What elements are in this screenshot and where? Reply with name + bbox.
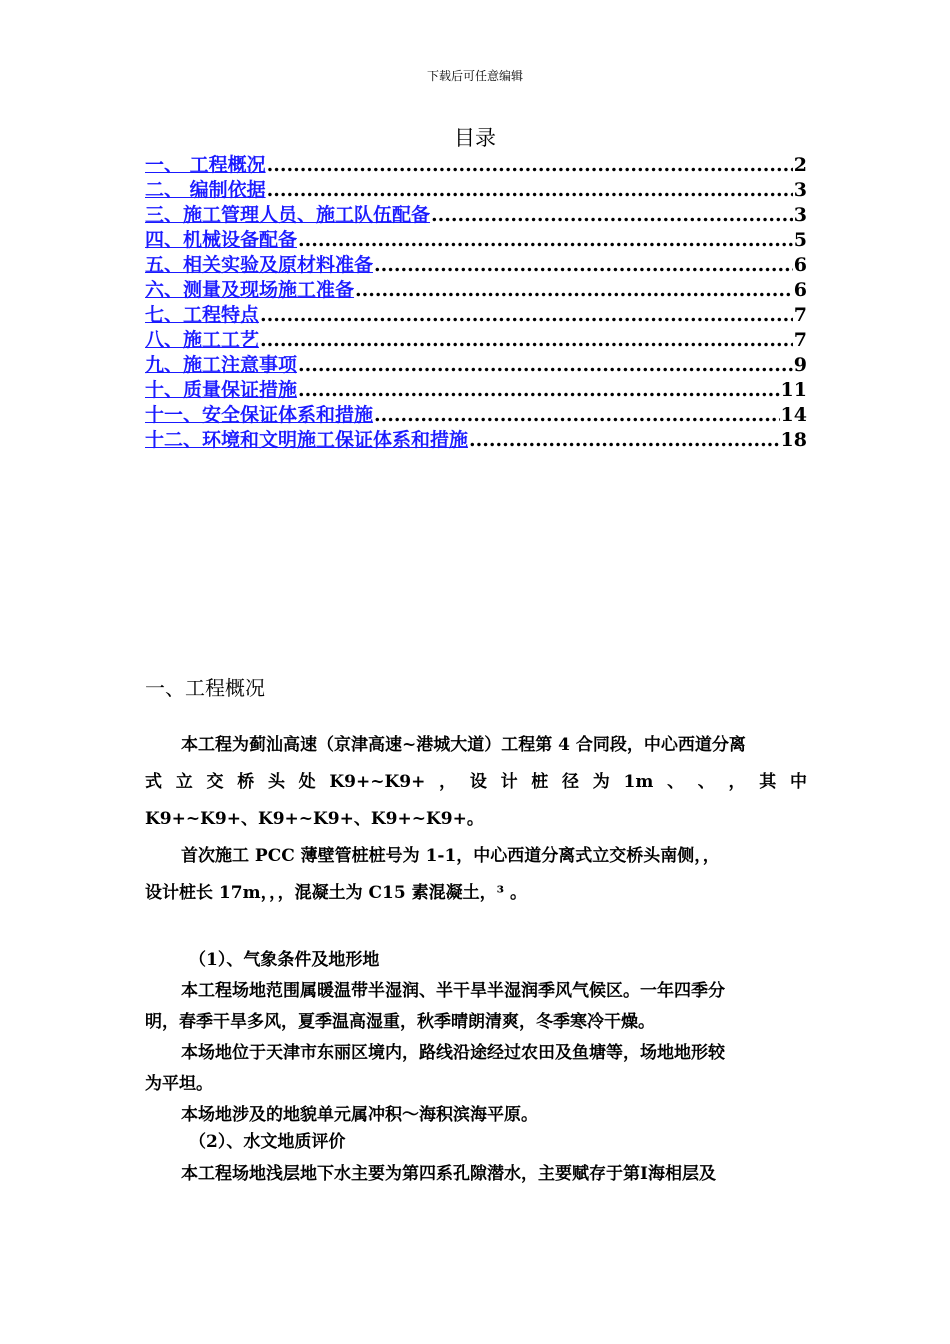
toc-link[interactable]: 十、质量保证措施 xyxy=(145,379,298,401)
paragraph-line: 本工程为蓟汕高速（京津高速~港城大道）工程第 4 合同段，中心西道分离 xyxy=(181,735,746,755)
toc-link[interactable]: 十二、环境和文明施工保证体系和措施 xyxy=(145,429,469,451)
toc-link[interactable]: 三、施工管理人员、施工队伍配备 xyxy=(145,204,431,226)
toc-entry xyxy=(145,375,807,400)
toc-entry xyxy=(145,225,807,250)
toc-link[interactable]: 九、施工注意事项 xyxy=(145,354,298,376)
toc-link[interactable]: 六、测量及现场施工准备 xyxy=(145,279,355,301)
paragraph-line: 本工程场地浅层地下水主要为第四系孔隙潜水，主要赋存于第Ⅰ海相层及 xyxy=(181,1164,716,1184)
paragraph-line: 明，春季干旱多风，夏季温高湿重，秋季晴朗清爽，冬季寒冷干燥。 xyxy=(145,1012,655,1032)
toc-page-number: 18 xyxy=(780,429,807,451)
toc-entry xyxy=(145,300,807,325)
subsection-title: （1）、气象条件及地形地 xyxy=(189,950,380,970)
paragraph-line: 设计桩长 17m，，，混凝土为 C15 素混凝土，³ 。 xyxy=(145,883,527,903)
toc-link[interactable]: 一、 工程概况 xyxy=(145,154,266,176)
paragraph-line: 本工程场地范围属暖温带半湿润、半干旱半湿润季风气候区。一年四季分 xyxy=(181,981,725,1001)
toc-entry xyxy=(145,400,807,425)
header-note: 下载后可任意编辑 xyxy=(426,69,523,83)
toc-entry xyxy=(145,425,807,450)
toc-link[interactable]: 七、工程特点 xyxy=(145,304,260,326)
paragraph-line: K9+~K9+、K9+~K9+、K9+~K9+。 xyxy=(145,809,484,829)
paragraph-line: 本场地涉及的地貌单元属冲积～海积滨海平原。 xyxy=(181,1105,538,1125)
toc-entry xyxy=(145,325,807,350)
toc-page-number: 5 xyxy=(793,229,807,251)
toc-page-number: 6 xyxy=(793,254,807,276)
paragraph-line: 首次施工 PCC 薄壁管桩桩号为 1-1，中心西道分离式立交桥头南侧，， xyxy=(181,846,720,866)
paragraph-line-justified: 式 立 交 桥 头 处 K9+~K9+ ， 设 计 桩 径 为 1m 、 、 ， 其 中 xyxy=(145,772,807,792)
toc-page-number: 2 xyxy=(793,154,807,176)
overview-paragraph xyxy=(145,727,807,912)
toc-entry xyxy=(145,175,807,200)
toc-page-number: 14 xyxy=(780,404,807,426)
toc-entry xyxy=(145,200,807,225)
toc-entry xyxy=(145,275,807,300)
toc-entry xyxy=(145,350,807,375)
toc-link[interactable]: 八、施工工艺 xyxy=(145,329,260,351)
toc-entry xyxy=(145,150,807,175)
toc-link[interactable]: 二、 编制依据 xyxy=(145,179,266,201)
toc-page-number: 6 xyxy=(793,279,807,301)
toc-page-number: 3 xyxy=(793,204,807,226)
toc-entry xyxy=(145,250,807,275)
subsection-title: （2）、水文地质评价 xyxy=(189,1132,346,1152)
toc-page-number: 7 xyxy=(793,304,807,326)
toc-page-number: 9 xyxy=(793,354,807,376)
toc-page-number: 7 xyxy=(793,329,807,351)
toc-title: 目录 xyxy=(454,126,496,150)
toc-link[interactable]: 四、机械设备配备 xyxy=(145,229,298,251)
conditions-section xyxy=(145,945,807,1190)
table-of-contents xyxy=(145,150,807,450)
toc-page-number: 11 xyxy=(780,379,807,401)
paragraph-line: 本场地位于天津市东丽区境内，路线沿途经过农田及鱼塘等，场地地形较 xyxy=(181,1043,725,1063)
section-heading: 一、工程概况 xyxy=(145,676,265,700)
toc-link[interactable]: 十一、安全保证体系和措施 xyxy=(145,404,374,426)
toc-link[interactable]: 五、相关实验及原材料准备 xyxy=(145,254,374,276)
paragraph-line: 为平坦。 xyxy=(145,1074,213,1094)
toc-page-number: 3 xyxy=(793,179,807,201)
